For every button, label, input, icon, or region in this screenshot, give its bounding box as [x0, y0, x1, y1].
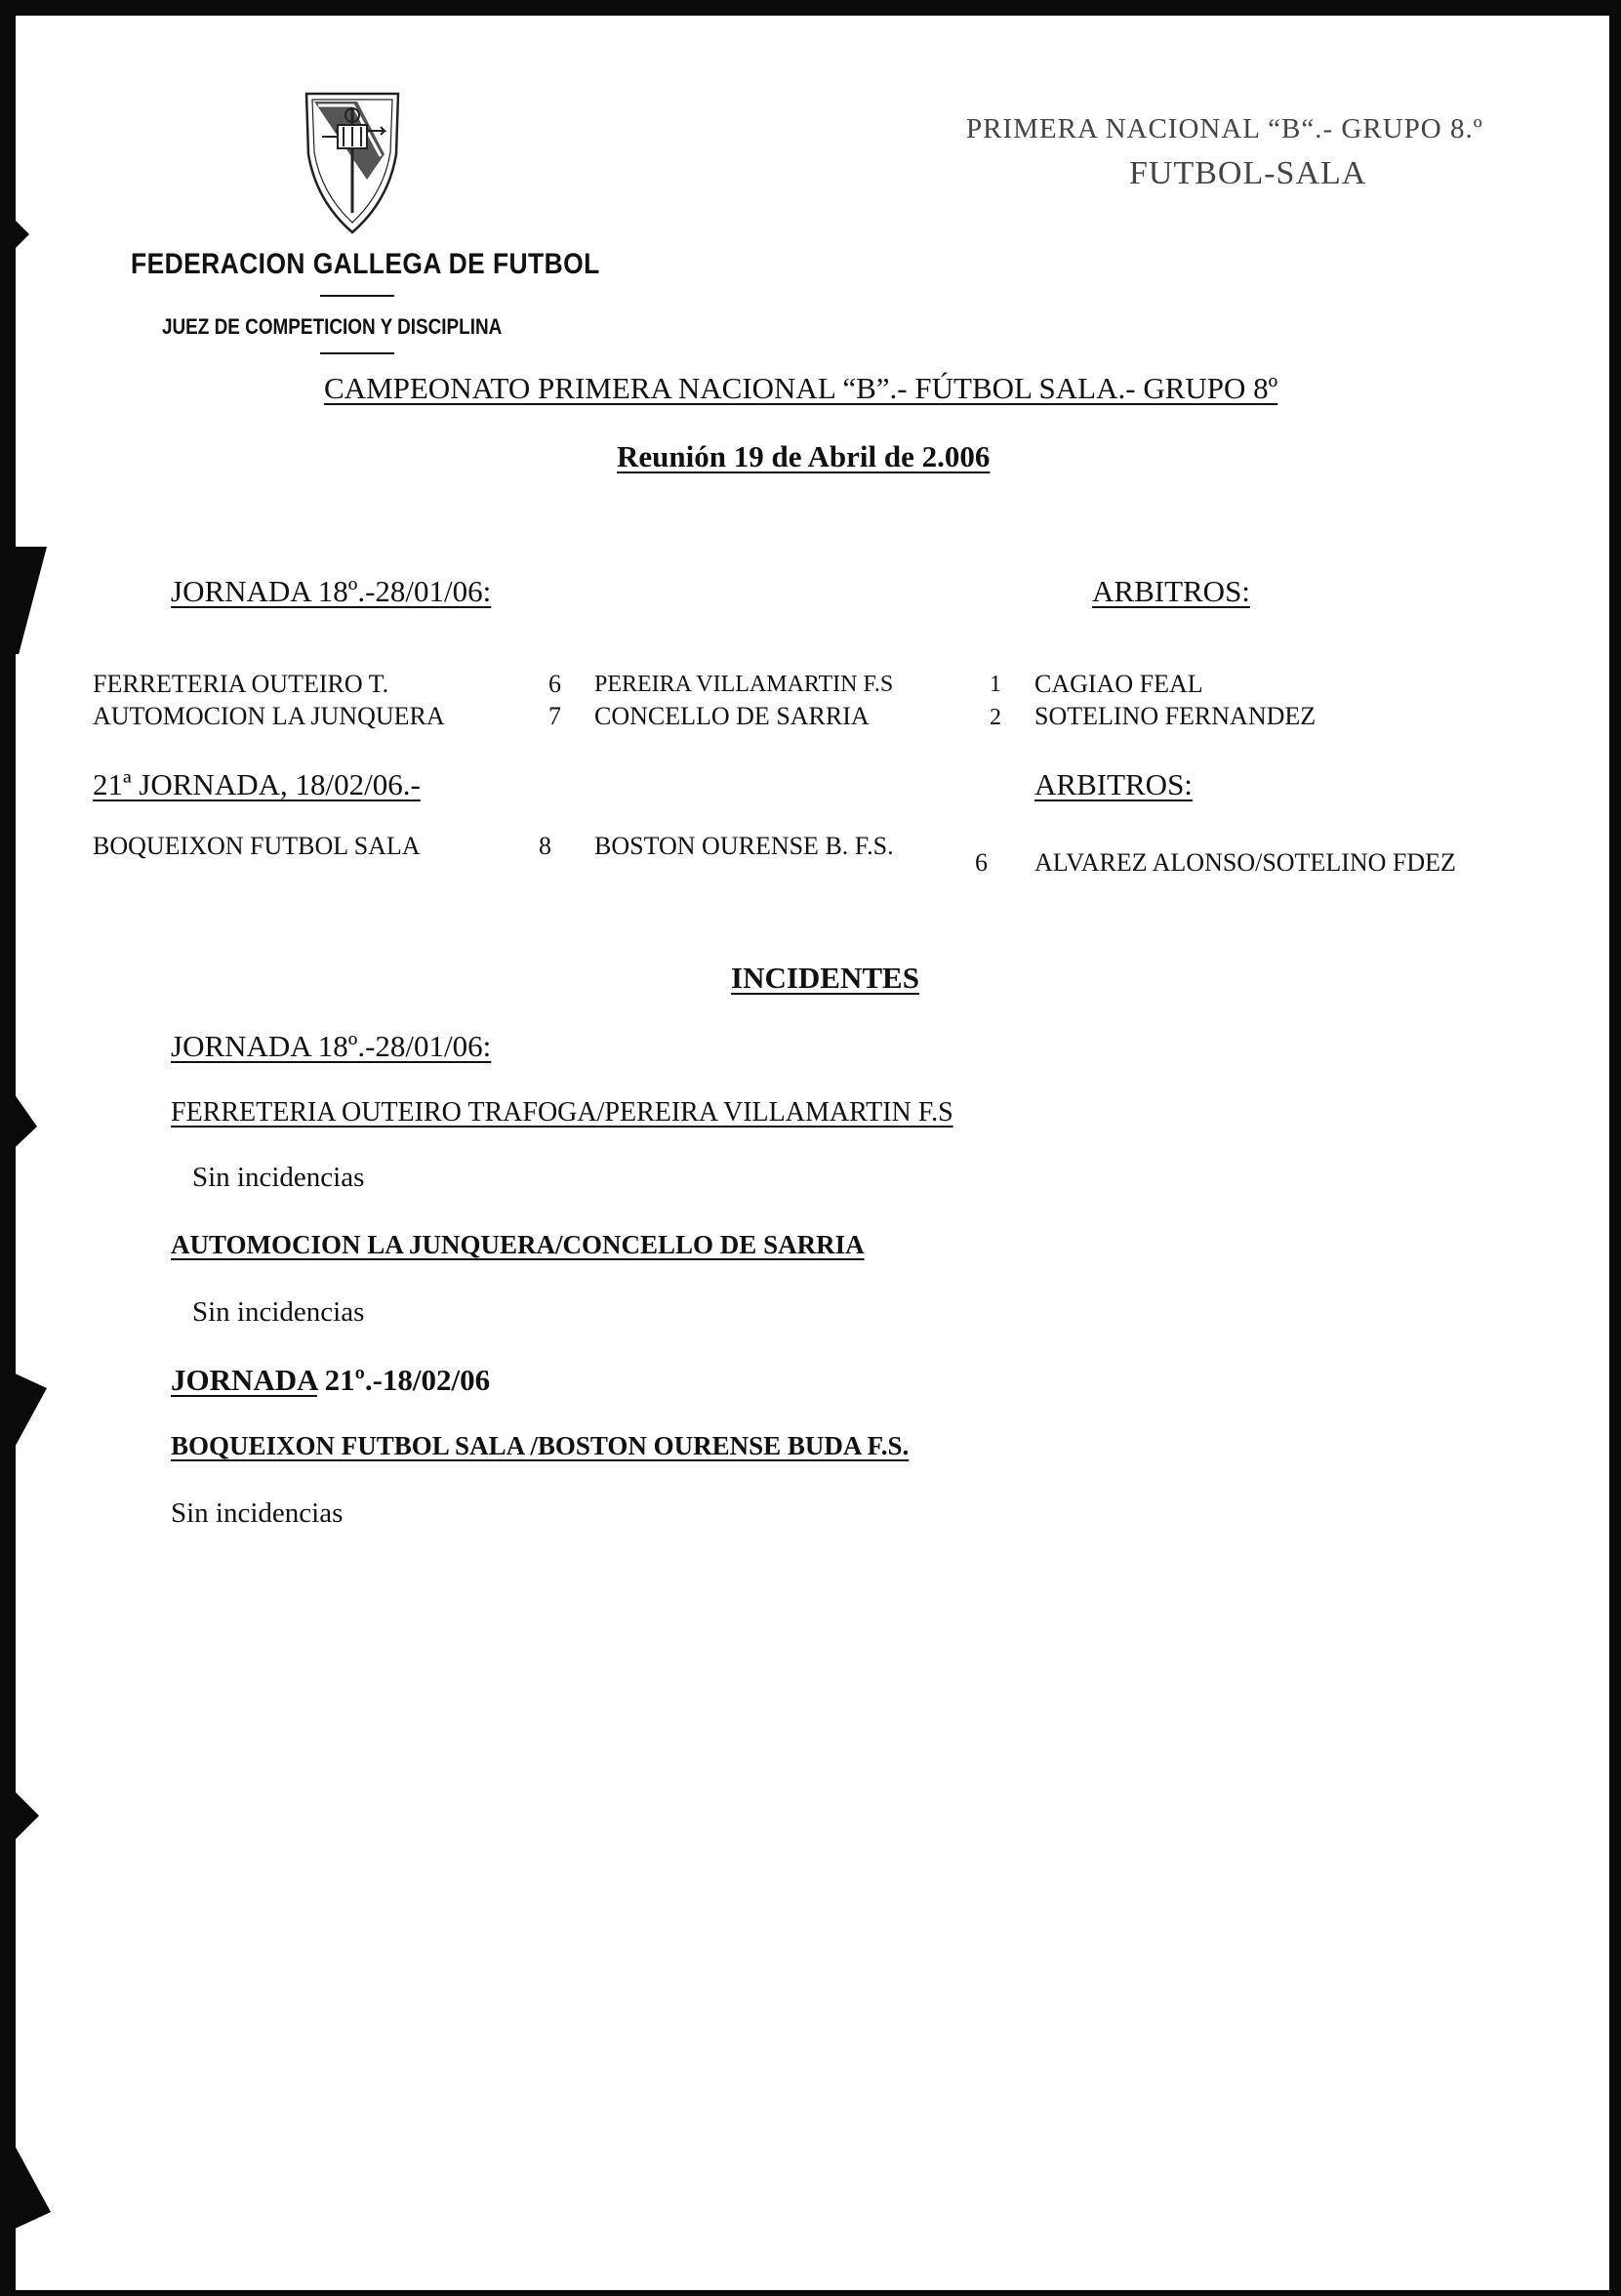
round-18-heading: JORNADA 18º.-28/01/06: [171, 574, 492, 608]
meeting-date: Reunión 19 de Abril de 2.006 [617, 439, 991, 473]
divider [320, 352, 394, 354]
championship-title: CAMPEONATO PRIMERA NACIONAL “B”.- FÚTBOL SALA.- GRUPO 8º [324, 371, 1278, 405]
incident-note: Sin incidencias [192, 1162, 365, 1193]
match-home-team: FERRETERIA OUTEIRO T. [93, 670, 389, 698]
referees-heading: ARBITROS: [1092, 574, 1250, 608]
match-referee: SOTELINO FERNANDEZ [1034, 702, 1317, 730]
match-referee: ALVAREZ ALONSO/SOTELINO FDEZ [1034, 848, 1456, 877]
shield-crest-icon [299, 86, 406, 242]
category-line-2: FUTBOL-SALA [1129, 155, 1367, 191]
incidents-heading: INCIDENTES [731, 961, 919, 995]
document-page [16, 16, 1609, 2290]
match-away-score: 6 [975, 848, 988, 877]
match-away-score: 2 [990, 705, 1001, 730]
round-21-heading: 21ª JORNADA, 18/02/06.- [93, 767, 421, 801]
match-away-team: BOSTON OURENSE B. F.S. [594, 832, 894, 860]
divider [320, 295, 394, 297]
incidents-round-21-heading [171, 1363, 490, 1398]
incident-note: Sin incidencias [192, 1296, 365, 1328]
incident-match-title: AUTOMOCION LA JUNQUERA/CONCELLO DE SARRIA [171, 1230, 865, 1259]
incident-match-title: BOQUEIXON FUTBOL SALA /BOSTON OURENSE BUDA F.S. [171, 1431, 910, 1460]
referees-heading: ARBITROS: [1034, 767, 1193, 801]
organization-name: FEDERACION GALLEGA DE FUTBOL [131, 248, 600, 280]
match-home-score: 8 [539, 832, 551, 860]
match-referee: CAGIAO FEAL [1034, 670, 1203, 698]
match-home-score: 7 [548, 702, 561, 730]
match-home-team: BOQUEIXON FUTBOL SALA [93, 832, 421, 860]
match-away-team: PEREIRA VILLAMARTIN F.S [594, 672, 894, 697]
incident-note: Sin incidencias [171, 1497, 344, 1529]
incidents-round-18-heading: JORNADA 18º.-28/01/06: [171, 1029, 492, 1063]
department-name: JUEZ DE COMPETICION Y DISCIPLINA [162, 314, 503, 339]
match-away-team: CONCELLO DE SARRIA [594, 702, 870, 730]
category-line-1: PRIMERA NACIONAL “B“.- GRUPO 8.º [966, 113, 1483, 144]
incidents-round-21-date: 21º.-18/02/06 [316, 1363, 491, 1397]
match-away-score: 1 [990, 672, 1001, 697]
match-home-team: AUTOMOCION LA JUNQUERA [93, 702, 445, 730]
incidents-round-21-label: JORNADA [171, 1363, 317, 1397]
incident-match-title: FERRETERIA OUTEIRO TRAFOGA/PEREIRA VILLAMARTIN F.S [171, 1097, 953, 1128]
match-home-score: 6 [548, 670, 561, 698]
